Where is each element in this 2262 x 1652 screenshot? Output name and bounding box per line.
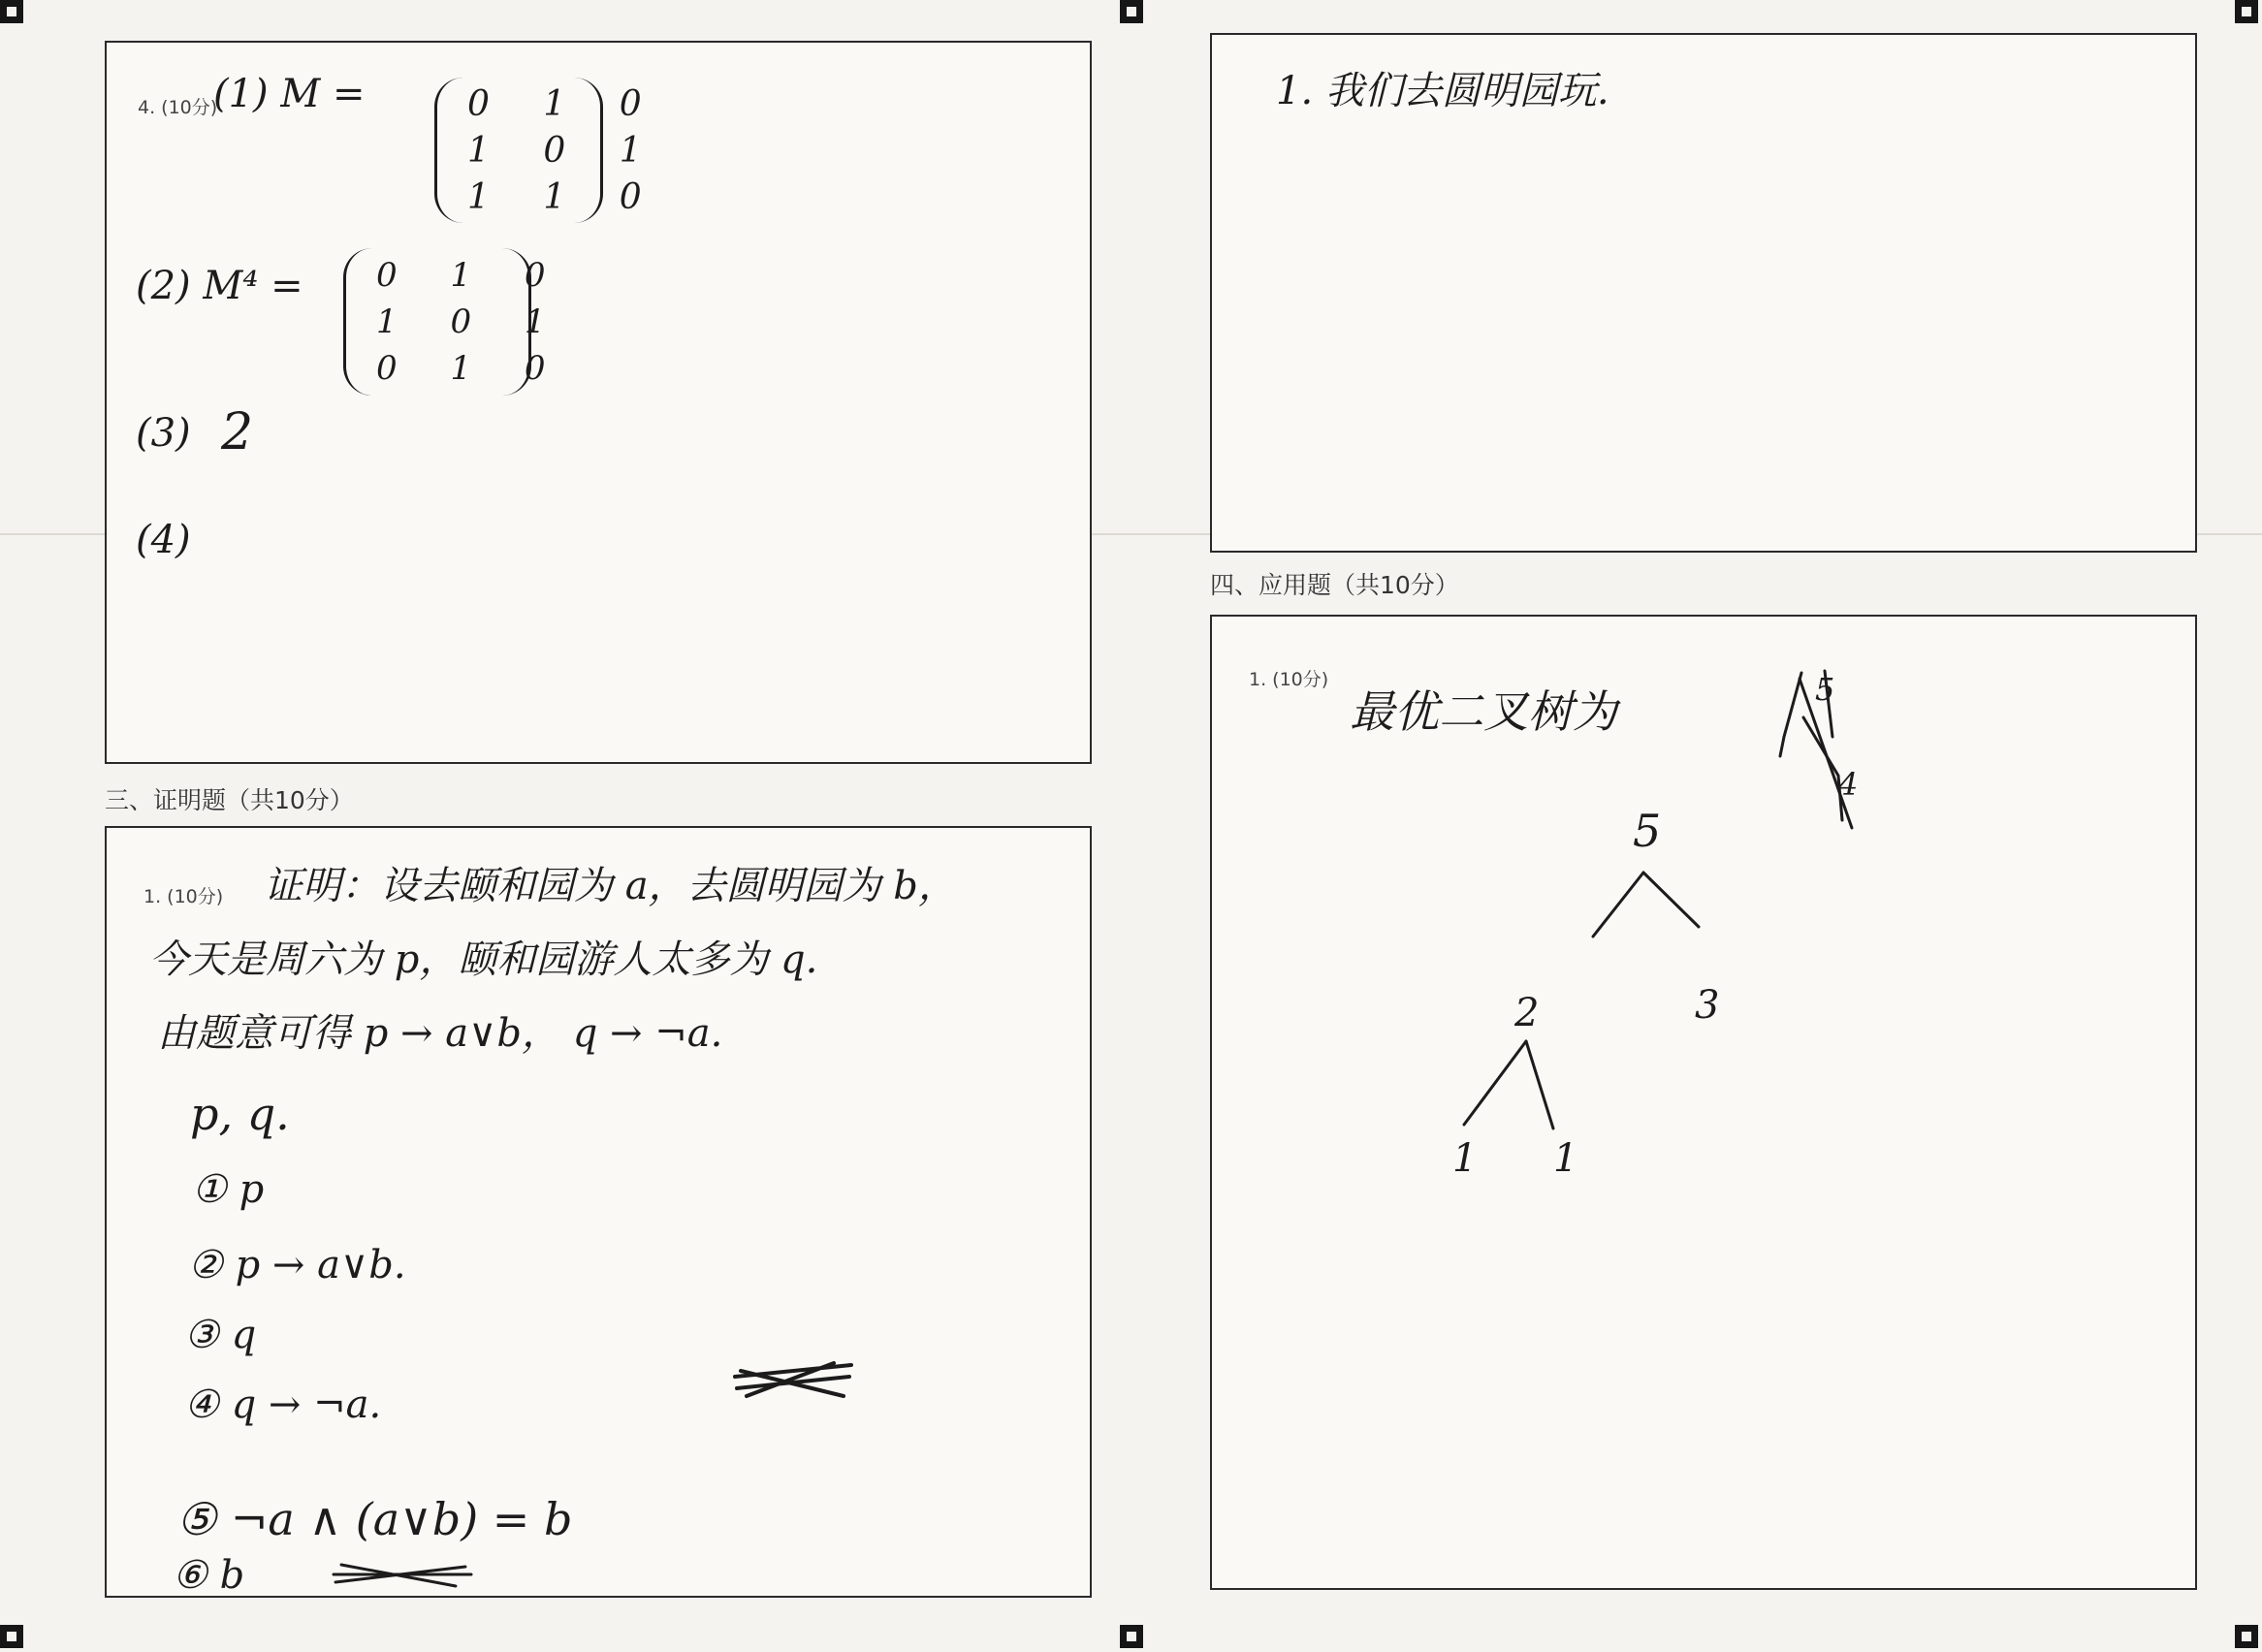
proof-step-5: ⑤ ¬a ∧ (a∨b) = b bbox=[176, 1493, 573, 1545]
matrix-row: 0 1 0 bbox=[467, 84, 663, 124]
tree-node-left: 2 bbox=[1514, 991, 1540, 1035]
q4-part4-label: (4) bbox=[136, 518, 191, 562]
proof-line-1: 证明：设去颐和园为 a，去圆明园为 b， bbox=[264, 864, 957, 908]
crossed-out-scribble bbox=[735, 1363, 851, 1396]
side-node-bottom: 4 bbox=[1838, 766, 1859, 803]
q4-part3-label: (3) bbox=[136, 411, 191, 456]
proof-line-2: 今天是周六为 p，颐和园游人太多为 q. bbox=[149, 937, 818, 982]
q4-part2-label: (2) M⁴ = bbox=[136, 264, 303, 308]
matrix-row: 1 1 0 bbox=[467, 177, 663, 217]
tree-heading: 最优二叉树为 bbox=[1350, 685, 1617, 738]
handwritten-answer: 1. 我们去圆明园玩. bbox=[1276, 69, 1609, 113]
proof-step-1: ① p bbox=[192, 1167, 265, 1212]
matrix-row: 0 1 0 bbox=[376, 349, 567, 388]
q4-part1-label: (1) M = bbox=[213, 72, 366, 116]
tree-leaf-right: 1 bbox=[1553, 1136, 1578, 1181]
section-title-proof: 三、证明题（共10分） bbox=[105, 786, 354, 814]
question-label: 1. (10分) bbox=[143, 886, 224, 907]
matrix-row: 1 0 1 bbox=[376, 302, 567, 341]
side-tree-scribble bbox=[1803, 717, 1842, 820]
proof-step-3: ③ q bbox=[184, 1313, 257, 1357]
matrix-row: 0 1 0 bbox=[376, 256, 567, 295]
tree-node-right: 3 bbox=[1695, 983, 1720, 1028]
proof-step-2: ② p → a∨b. bbox=[188, 1243, 406, 1287]
proof-step-4: ④ q → ¬a. bbox=[184, 1382, 382, 1427]
tree-edge bbox=[1643, 873, 1699, 927]
section-title-application: 四、应用题（共10分） bbox=[1210, 571, 1459, 599]
question-label: 1. (10分) bbox=[1249, 669, 1329, 690]
tree-edge bbox=[1526, 1041, 1553, 1128]
crossed-out-scribble bbox=[334, 1565, 471, 1586]
tree-edge bbox=[1593, 873, 1643, 937]
side-node-top: 5 bbox=[1815, 671, 1835, 708]
side-tree-scribble bbox=[1780, 673, 1801, 756]
question-label: 4. (10分) bbox=[138, 97, 218, 118]
proof-line-4: p, q. bbox=[190, 1088, 290, 1140]
tree-edge bbox=[1464, 1041, 1526, 1125]
tree-leaf-left: 1 bbox=[1452, 1136, 1478, 1181]
side-tree-scribble bbox=[1825, 671, 1832, 737]
q4-part3-answer: 2 bbox=[221, 403, 254, 461]
tree-node-root: 5 bbox=[1633, 805, 1662, 857]
proof-step-6: ⑥ b bbox=[173, 1553, 245, 1598]
proof-line-3: 由题意可得 p → a∨b， q → ¬a. bbox=[157, 1011, 723, 1056]
matrix-row: 1 0 1 bbox=[467, 131, 663, 171]
